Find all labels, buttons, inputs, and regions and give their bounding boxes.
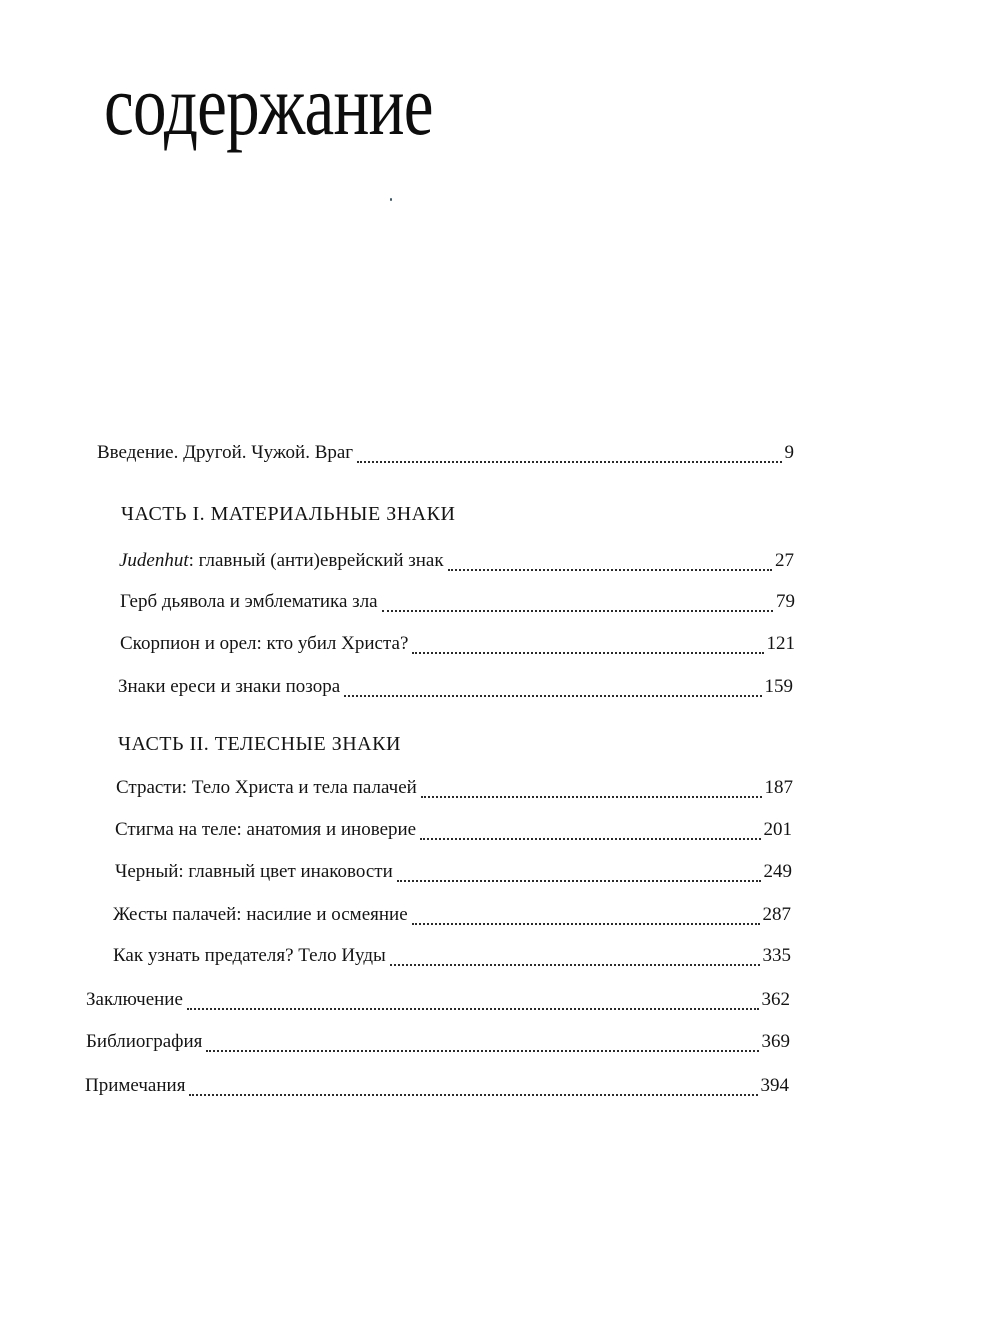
- dot-leader: [421, 796, 762, 798]
- toc-entry-label: Жесты палачей: насилие и осмеяние: [113, 904, 408, 925]
- toc-page-number: 187: [764, 777, 793, 798]
- toc-page-number: 335: [762, 945, 791, 966]
- toc-entry-label-rest: : главный (анти)еврейский знак: [188, 550, 444, 571]
- dot-leader: [397, 880, 761, 882]
- toc-entry-label: Заключение: [86, 989, 183, 1010]
- toc-page-number: 9: [784, 442, 794, 463]
- toc-entry-label: [119, 549, 444, 573]
- toc-entry-chapter[interactable]: [115, 818, 792, 842]
- toc-entry-label: Скорпион и орел: кто убил Христа?: [120, 633, 409, 654]
- dot-leader: [187, 1008, 759, 1010]
- toc-entry-chapter[interactable]: [119, 549, 794, 573]
- toc-entry-chapter[interactable]: [115, 860, 792, 884]
- toc-entry-notes[interactable]: [85, 1074, 789, 1098]
- toc-page-number: 369: [761, 1031, 790, 1052]
- dot-leader: [189, 1094, 757, 1096]
- toc-page-number: 159: [764, 676, 793, 697]
- toc-entry-label-italic: Judenhut: [119, 550, 189, 571]
- toc-page-number: 362: [761, 989, 790, 1010]
- toc-entry-label: Черный: главный цвет инаковости: [115, 861, 393, 882]
- dot-leader: [382, 610, 773, 612]
- toc-entry-chapter[interactable]: [113, 944, 791, 968]
- toc-page-number: 287: [762, 904, 791, 925]
- toc-entry-introduction[interactable]: [97, 441, 794, 465]
- toc-entry-chapter[interactable]: [116, 776, 793, 800]
- dot-leader: [344, 695, 761, 697]
- dot-leader: [390, 964, 760, 966]
- toc-entry-chapter[interactable]: [120, 632, 795, 656]
- toc-entry-label: Герб дьявола и эмблематика зла: [120, 591, 378, 612]
- dot-leader: [412, 652, 763, 654]
- toc-entry-label: Примечания: [85, 1075, 186, 1096]
- dot-leader: [420, 838, 760, 840]
- toc-entry-label: Страсти: Тело Христа и тела палачей: [116, 777, 417, 798]
- toc-entry-label: Стигма на теле: анатомия и иноверие: [115, 819, 417, 840]
- toc-page-number: 27: [775, 550, 794, 571]
- dot-leader: [448, 569, 772, 571]
- page-title: содержание: [104, 57, 433, 153]
- toc-page-number: 79: [776, 591, 795, 612]
- part-2-heading: ЧАСТЬ II. ТЕЛЕСНЫЕ ЗНАКИ: [118, 733, 401, 755]
- toc-entry-chapter[interactable]: [113, 903, 791, 927]
- toc-page-number: 201: [763, 819, 792, 840]
- toc-entry-label: Как узнать предателя? Тело Иуды: [113, 945, 386, 966]
- part-1-heading: ЧАСТЬ I. МАТЕРИАЛЬНЫЕ ЗНАКИ: [121, 503, 456, 525]
- toc-entry-chapter[interactable]: [120, 590, 795, 614]
- dot-leader: [357, 461, 781, 463]
- toc-entry-chapter[interactable]: [118, 675, 793, 699]
- toc-entry-bibliography[interactable]: [86, 1030, 790, 1054]
- toc-page-number: 121: [766, 633, 795, 654]
- toc-entry-conclusion[interactable]: [86, 988, 790, 1012]
- toc-entry-label: Введение. Другой. Чужой. Враг: [97, 442, 354, 463]
- toc-entry-label: Знаки ереси и знаки позора: [118, 676, 341, 697]
- toc-page-number: 249: [763, 861, 792, 882]
- dot-leader: [412, 923, 760, 925]
- toc-page-number: 394: [760, 1075, 789, 1096]
- dot-leader: [206, 1050, 758, 1052]
- toc-entry-label: Библиография: [86, 1031, 203, 1052]
